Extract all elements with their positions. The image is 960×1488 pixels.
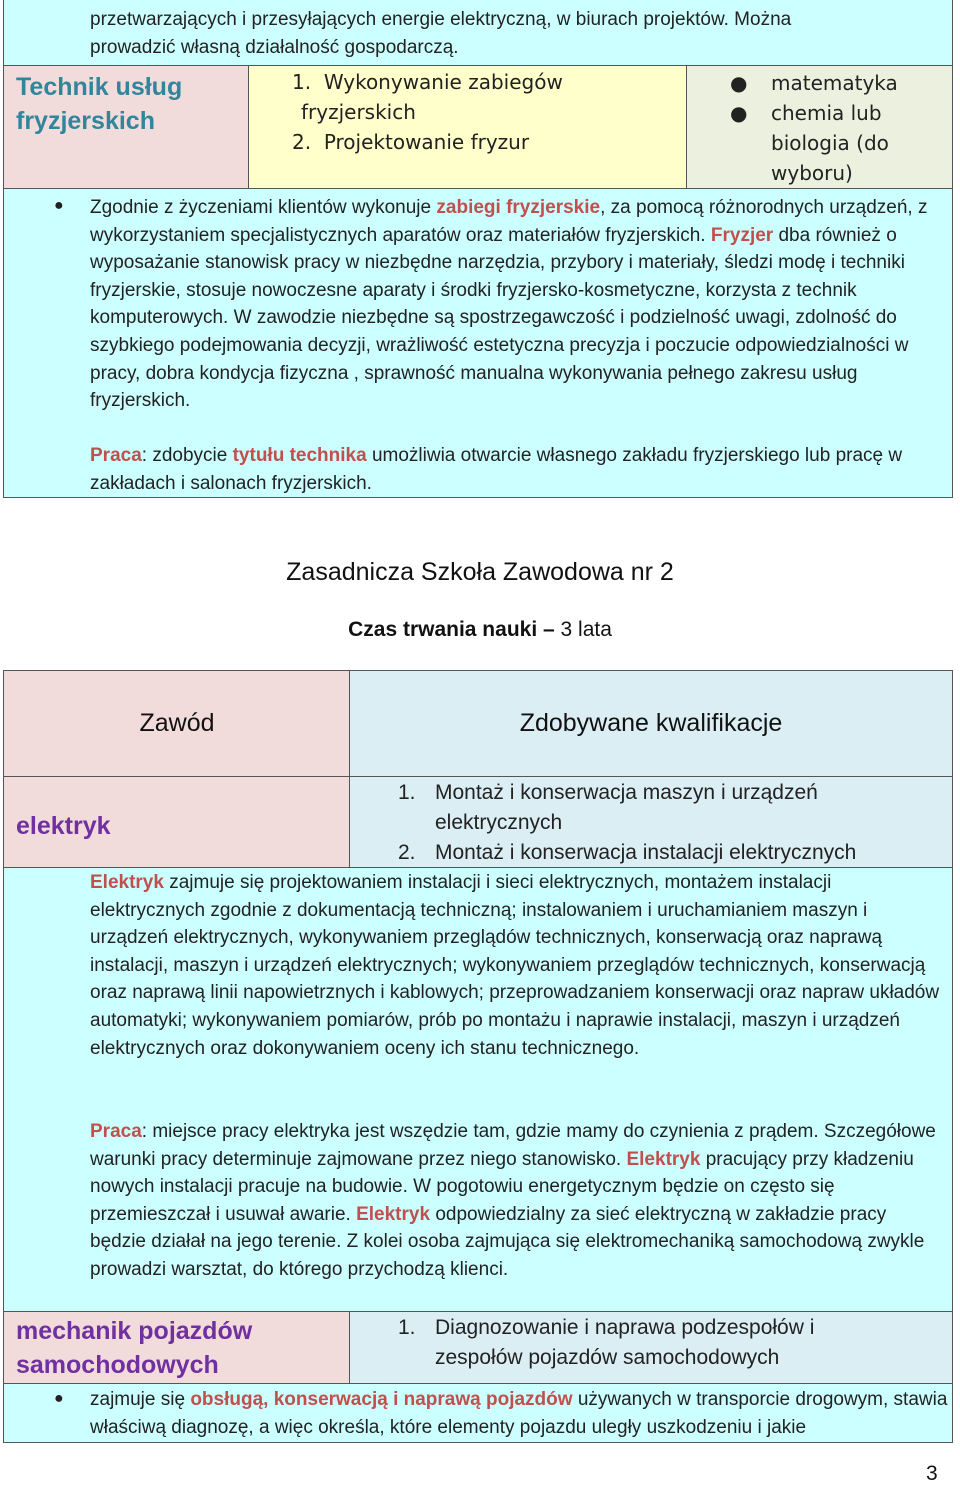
page-number: 3 bbox=[926, 1462, 938, 1485]
technik-subject-2-line-3: wyboru) bbox=[771, 161, 853, 185]
intro-line-2: prowadzić własną działalność gospodarczą. bbox=[90, 36, 459, 58]
technik-work-part-2: umożliwia otwarcie własnego zakładu fryzjerskiego lub pracę w zakładach i salonach fryzjerskich. bbox=[90, 445, 903, 494]
elektryk-work-part-2: pracujący przy kładzeniu nowych instalacji pracuje na budowie. W pogotowiu energetycznym będzie on często się przemieszczał i usuwał awarie. bbox=[90, 1148, 914, 1225]
school-title: Zasadnicza Szkoła Zawodowa nr 2 bbox=[286, 558, 674, 586]
technik-desc-fryzjer: Fryzjer bbox=[710, 224, 774, 246]
intro-line-1: przetwarzających i przesyłających energie elektryczną, w biurach projektów. Można bbox=[90, 9, 792, 30]
elektryk-work-bold-2: Elektryk bbox=[356, 1203, 431, 1225]
elektryk-qual-2: Montaż i konserwacja instalacji elektrycznych bbox=[435, 841, 857, 864]
technik-work-part-1: : zdobycie bbox=[141, 445, 233, 466]
elektryk-qualifications bbox=[398, 778, 948, 868]
duration-dash: – bbox=[537, 618, 561, 641]
technik-qual-1-num: 1. bbox=[292, 70, 312, 94]
technik-subject-2-line-1: chemia lub bbox=[771, 101, 882, 125]
mechanik-desc-part-1: zajmuje się bbox=[90, 1389, 191, 1410]
duration-value: 3 lata bbox=[560, 618, 612, 641]
mechanik-name bbox=[16, 1314, 252, 1382]
bullet-icon: ● bbox=[730, 71, 748, 95]
mechanik-qual-1-num: 1. bbox=[398, 1316, 416, 1339]
mechanik-desc-part-2: używanych w transporcie drogowym, stawia właściwą diagnozę, a więc określa, które elementy pojazdu uległy uszkodzeniu i jakie bbox=[90, 1389, 948, 1438]
technik-desc-part-2: , za pomocą różnorodnych urządzeń, z wykorzystaniem specjalistycznych aparatów oraz materiałów fryzjerskich. bbox=[90, 197, 928, 246]
technik-subject-1: matematyka bbox=[771, 71, 898, 95]
elektryk-qual-2-num: 2. bbox=[398, 841, 416, 864]
technik-work bbox=[90, 442, 940, 497]
header-profession: Zawód bbox=[139, 709, 215, 737]
school-duration bbox=[0, 615, 960, 645]
technik-qualifications bbox=[292, 67, 682, 157]
technik-desc-part-1: Zgodnie z życzeniami klientów wykonuje bbox=[90, 197, 437, 218]
technik-qual-1-line-1: Wykonywanie zabiegów bbox=[323, 70, 563, 94]
elektryk-desc: zajmuje się projektowaniem instalacji i sieci elektrycznych, montażem instalacji elektrycznych zgodnie z dokumentacją techniczną; instalowaniem i uruchamianiem maszyn i urządzeń elektrycznych, wykonywaniem przeglądów technicznych, konserwacją oraz naprawą instalacji, maszyn i urządzeń elektrycznych; wykonywaniem przeglądów technicznych, konserwacją oraz naprawą linii napowietrznych i kablowych; przeprowadzaniem konserwacji oraz napraw układów automatyki; wykonywaniem pomiarów, prób po montażu i naprawie instalacji, maszyn i urządzeń elektrycznych oraz dokonywaniem oceny ich stanu technicznego. bbox=[90, 872, 940, 1059]
mechanik-qual-1-line-2: zespołów pojazdów samochodowych bbox=[435, 1346, 780, 1369]
elektryk-qual-1-num: 1. bbox=[398, 781, 416, 804]
technik-qual-1-line-2: fryzjerskich bbox=[301, 100, 416, 124]
elektryk-work-bold-1: Elektryk bbox=[626, 1148, 701, 1170]
mechanik-description bbox=[90, 1386, 950, 1441]
elektryk-work-part-3: odpowiedzialny za sieć elektryczną w zakładzie pracy będzie działał na jego terenie. Z kolei osoba zajmująca się elektromechaniką samochodową zwykle prowadzi warsztat, do którego przychodzą klienci. bbox=[90, 1203, 925, 1280]
mechanik-desc-bold: obsługą, konserwacją i naprawą pojazdów bbox=[190, 1389, 573, 1410]
technik-work-label: Praca bbox=[90, 445, 142, 466]
elektryk-work-part-1: : miejsce pracy elektryka jest wszędzie tam, gdzie mamy do czynienia z prądem. Szczegółowe warunki pracy determinuje zajmowane przez niego stanowisko. bbox=[90, 1121, 936, 1170]
mechanik-name-line-1: mechanik pojazdów bbox=[16, 1317, 253, 1345]
technik-subject-2-line-2: biologia (do bbox=[771, 131, 889, 155]
elektryk-description bbox=[90, 869, 942, 1062]
bullet-icon: ● bbox=[730, 101, 748, 125]
technik-name bbox=[16, 70, 182, 138]
technik-desc-bold: zabiegi fryzjerskie bbox=[436, 197, 601, 218]
elektryk-qual-1-line-1: Montaż i konserwacja maszyn i urządzeń bbox=[435, 781, 818, 804]
technik-desc-part-3: dba również o wyposażanie stanowisk pracy w niezbędne narzędzia, przybory i materiały, śledzi modę i techniki fryzjerskie, stosuje nowoczesne aparaty i środki fryzjersko-kosmetyczne, korzysta z technik komputerowych. W zawodzie niezbędne są spostrzegawczość i podzielność uwagi, zdolność do szybkiego podejmowania decyzji, wrażliwość estetyczna precyzja i poczucie odpowiedzialności w pracy, dobra kondycja fizyczna , sprawność manualna wykonywania pełnego zakresu usług fryzjerskich. bbox=[90, 224, 909, 412]
technik-description bbox=[90, 194, 940, 415]
intro-text bbox=[90, 6, 940, 61]
technik-name-line-1: Technik usług bbox=[16, 73, 183, 101]
technik-subjects bbox=[730, 68, 945, 188]
technik-work-bold: tytułu technika bbox=[232, 445, 367, 466]
elektryk-qual-1-line-2: elektrycznych bbox=[435, 811, 563, 834]
elektryk-work bbox=[90, 1118, 942, 1284]
header-qualifications: Zdobywane kwalifikacje bbox=[519, 709, 783, 737]
technik-name-line-2: fryzjerskich bbox=[16, 107, 155, 135]
elektryk-desc-bold: Elektryk bbox=[90, 872, 164, 893]
technik-qual-2: Projektowanie fryzur bbox=[323, 130, 530, 154]
technik-qual-2-num: 2. bbox=[292, 130, 312, 154]
duration-label: Czas trwania nauki bbox=[348, 618, 538, 641]
elektryk-name: elektryk bbox=[16, 812, 111, 840]
bullet-icon: ● bbox=[54, 197, 64, 214]
bullet-icon: ● bbox=[54, 1390, 64, 1407]
mechanik-qualifications bbox=[398, 1313, 948, 1373]
mechanik-name-line-2: samochodowych bbox=[16, 1351, 219, 1379]
mechanik-qual-1-line-1: Diagnozowanie i naprawa podzespołów i bbox=[435, 1316, 815, 1339]
elektryk-work-label: Praca bbox=[90, 1121, 142, 1142]
